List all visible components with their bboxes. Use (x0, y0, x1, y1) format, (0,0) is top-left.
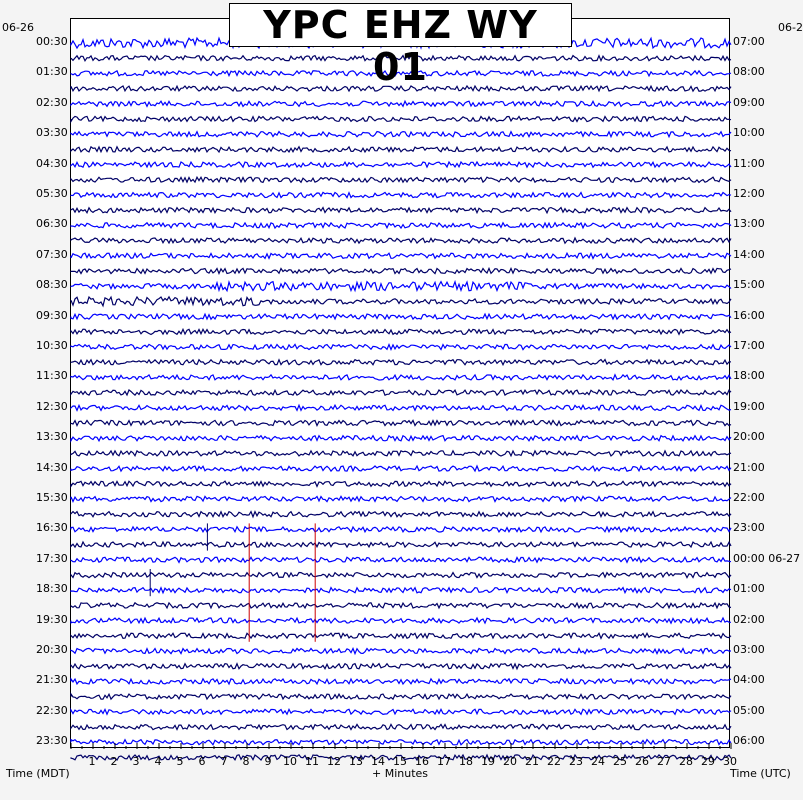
trace-line (71, 223, 731, 228)
trace-line (71, 436, 731, 441)
right-time-label: 00:00 06-27 (733, 551, 801, 565)
x-tick-label: 4 (154, 755, 162, 768)
x-tick-label: 28 (679, 755, 693, 768)
left-time-label: 13:30 (36, 430, 68, 444)
right-time-label: 14:00 (733, 247, 765, 261)
trace-line (71, 451, 731, 456)
x-tick-label: 19 (481, 755, 495, 768)
x-tick-label: 3 (132, 755, 140, 768)
right-time-label: 16:00 (733, 308, 765, 322)
left-time-label: 03:30 (36, 126, 68, 140)
trace-line (71, 466, 731, 471)
left-time-label: 15:30 (36, 491, 68, 504)
right-time-label: 23:00 (733, 521, 765, 535)
x-tick-label: 1 (88, 755, 96, 768)
trace-line (71, 679, 731, 684)
trace-line (71, 162, 731, 167)
x-tick-label: 2 (110, 755, 118, 768)
left-time-label: 21:30 (36, 673, 68, 687)
trace-line (71, 694, 731, 699)
left-time-label: 02:30 (36, 95, 68, 109)
left-time-label: 00:30 (36, 35, 68, 48)
chart-title: YPC EHZ WY 01 (229, 3, 572, 47)
seismogram-traces (71, 19, 731, 749)
right-time-label: 03:00 (733, 643, 765, 656)
trace-line (71, 557, 731, 562)
trace-line (71, 101, 731, 106)
left-time-label: 06:30 (36, 217, 68, 231)
trace-line (71, 344, 731, 349)
right-date-label: 06-2 (778, 21, 803, 34)
trace-line (71, 618, 731, 623)
left-time-label: 16:30 (36, 521, 68, 535)
left-time-label: 22:30 (36, 703, 68, 717)
trace-line (71, 512, 731, 517)
x-tick-label: 22 (547, 755, 561, 768)
right-axis-title: Time (UTC) (730, 767, 791, 780)
trace-line (71, 132, 731, 137)
left-time-label: 01:30 (36, 65, 68, 79)
trace-line (71, 496, 731, 501)
x-tick-label: 11 (305, 755, 319, 768)
right-time-label: 05:00 (733, 703, 765, 717)
left-time-label: 10:30 (36, 339, 68, 352)
left-time-label: 08:30 (36, 278, 68, 292)
trace-line (71, 633, 731, 638)
trace-line (71, 390, 731, 395)
trace-line (71, 542, 731, 547)
x-tick-label: 13 (349, 755, 363, 768)
x-tick-label: 29 (701, 755, 715, 768)
trace-line (71, 297, 731, 306)
trace-line (71, 329, 731, 334)
x-tick-label: 8 (242, 755, 250, 768)
x-tick-label: 24 (591, 755, 605, 768)
trace-line (71, 147, 731, 152)
right-time-label: 15:00 (733, 278, 765, 292)
right-time-label: 06:00 (733, 734, 765, 748)
trace-line (71, 208, 731, 213)
trace-line (71, 375, 731, 380)
x-tick-label: 12 (327, 755, 341, 768)
right-time-label: 11:00 (733, 156, 765, 170)
left-time-label: 14:30 (36, 460, 68, 474)
x-tick-label: 18 (459, 755, 473, 768)
trace-line (71, 314, 731, 319)
trace-line (71, 282, 731, 291)
x-tick-label: 20 (503, 755, 517, 768)
x-tick-label: 17 (437, 755, 451, 768)
x-tick-label: 25 (613, 755, 627, 768)
left-axis-title: Time (MDT) (6, 767, 70, 780)
x-tick-label: 10 (283, 755, 297, 768)
right-time-label: 10:00 (733, 126, 765, 140)
trace-line (71, 572, 731, 577)
trace-line (71, 116, 731, 121)
trace-line (71, 268, 731, 273)
right-time-label: 19:00 (733, 399, 765, 413)
x-axis-title: + Minutes (372, 767, 429, 780)
trace-line (71, 481, 731, 486)
left-time-label: 07:30 (36, 247, 68, 261)
right-time-label: 12:00 (733, 187, 765, 200)
x-tick-label: 16 (415, 755, 429, 768)
seismogram-plot-area (70, 18, 730, 748)
right-time-label: 07:00 (733, 35, 765, 48)
trace-line (71, 527, 731, 532)
right-time-label: 08:00 (733, 65, 765, 79)
x-tick-label: 21 (525, 755, 539, 768)
trace-line (71, 405, 731, 410)
trace-line (71, 253, 731, 258)
right-time-label: 04:00 (733, 673, 765, 687)
right-time-label: 17:00 (733, 339, 765, 352)
right-time-label: 01:00 (733, 582, 765, 596)
left-date-label: 06-26 (2, 21, 34, 34)
trace-line (71, 603, 731, 608)
left-time-label: 18:30 (36, 582, 68, 596)
trace-line (71, 648, 731, 653)
x-tick-label: 23 (569, 755, 583, 768)
x-tick-label: 30 (723, 755, 737, 768)
left-time-label: 11:30 (36, 369, 68, 383)
right-time-label: 18:00 (733, 369, 765, 383)
trace-line (71, 360, 731, 365)
trace-line (71, 709, 731, 714)
trace-line (71, 238, 731, 243)
x-tick-label: 26 (635, 755, 649, 768)
right-time-label: 13:00 (733, 217, 765, 231)
x-tick-label: 27 (657, 755, 671, 768)
left-time-label: 04:30 (36, 156, 68, 170)
left-time-label: 19:30 (36, 612, 68, 626)
trace-line (71, 177, 731, 182)
left-time-label: 20:30 (36, 643, 68, 656)
right-time-label: 09:00 (733, 95, 765, 109)
trace-line (71, 724, 731, 729)
x-tick-label: 9 (264, 755, 272, 768)
x-tick-label: 5 (176, 755, 184, 768)
x-tick-label: 14 (371, 755, 385, 768)
right-time-label: 21:00 (733, 460, 765, 474)
left-time-label: 12:30 (36, 399, 68, 413)
x-tick-label: 6 (198, 755, 206, 768)
left-time-label: 09:30 (36, 308, 68, 322)
right-time-label: 20:00 (733, 430, 765, 444)
trace-line (71, 664, 731, 669)
trace-line (71, 588, 731, 593)
left-time-label: 23:30 (36, 734, 68, 748)
right-time-label: 02:00 (733, 612, 765, 626)
right-time-label: 22:00 (733, 491, 765, 504)
x-tick-label: 15 (393, 755, 407, 768)
trace-line (71, 420, 731, 425)
x-tick-label: 7 (220, 755, 228, 768)
left-time-label: 17:30 (36, 551, 68, 565)
left-time-label: 05:30 (36, 187, 68, 200)
trace-line (71, 192, 731, 197)
